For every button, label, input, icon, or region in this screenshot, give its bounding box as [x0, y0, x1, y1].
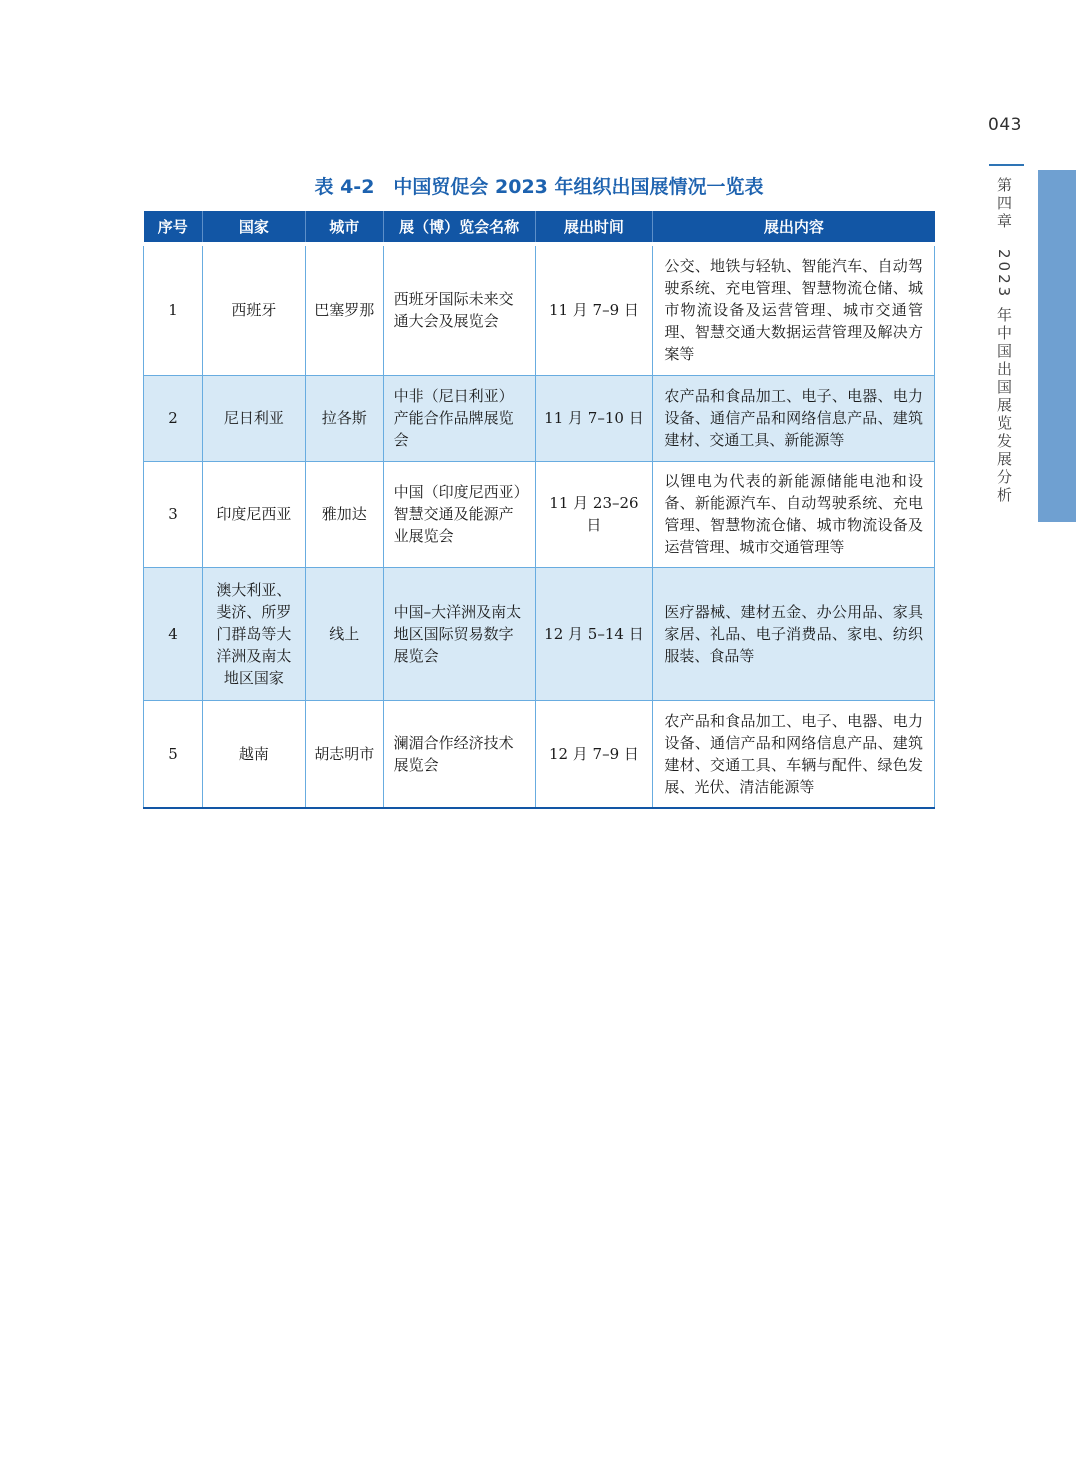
cell-city: 拉各斯	[305, 375, 383, 461]
table-header-row	[144, 211, 935, 244]
cell-city: 雅加达	[305, 461, 383, 567]
cell-time: 11 月 7–9 日	[535, 244, 653, 375]
table-row	[144, 461, 935, 567]
cell-content: 医疗器械、建材五金、办公用品、家具家居、礼品、电子消费品、家电、纺织服装、食品等	[653, 567, 935, 700]
column-header-city: 城市	[305, 211, 383, 244]
table-row	[144, 244, 935, 375]
cell-no: 1	[144, 244, 203, 375]
table-row	[144, 567, 935, 700]
column-header-name: 展（博）览会名称	[383, 211, 535, 244]
column-header-time: 展出时间	[535, 211, 653, 244]
cell-exhibition-name: 澜湄合作经济技术展览会	[383, 700, 535, 808]
table-row	[144, 700, 935, 808]
cell-no: 4	[144, 567, 203, 700]
cell-content: 农产品和食品加工、电子、电器、电力设备、通信产品和网络信息产品、建筑建材、交通工具、车辆与配件、绿色发展、光伏、清洁能源等	[653, 700, 935, 808]
column-header-no: 序号	[144, 211, 203, 244]
page-number: 043	[988, 115, 1022, 135]
cell-city: 线上	[305, 567, 383, 700]
table-title: 表 4-2 中国贸促会 2023 年组织出国展情况一览表	[314, 176, 764, 198]
chapter-divider-line	[989, 164, 1024, 166]
cell-exhibition-name: 西班牙国际未来交通大会及展览会	[383, 244, 535, 375]
cell-exhibition-name: 中国（印度尼西亚）智慧交通及能源产业展览会	[383, 461, 535, 567]
cell-content: 公交、地铁与轻轨、智能汽车、自动驾驶系统、充电管理、智慧物流仓储、城市物流设备及运营管理、城市交通管理、智慧交通大数据运营管理及解决方案等	[653, 244, 935, 375]
exhibitions-table	[143, 211, 935, 809]
cell-time: 12 月 5–14 日	[535, 567, 653, 700]
cell-no: 2	[144, 375, 203, 461]
cell-city: 巴塞罗那	[305, 244, 383, 375]
cell-country: 西班牙	[202, 244, 305, 375]
cell-content: 以锂电为代表的新能源储能电池和设备、新能源汽车、自动驾驶系统、充电管理、智慧物流仓储、城市物流设备及运营管理、城市交通管理等	[653, 461, 935, 567]
cell-country: 越南	[202, 700, 305, 808]
cell-city: 胡志明市	[305, 700, 383, 808]
cell-country: 澳大利亚、斐济、所罗门群岛等大洋洲及南太地区国家	[202, 567, 305, 700]
chapter-accent-bar	[1038, 170, 1076, 522]
cell-content: 农产品和食品加工、电子、电器、电力设备、通信产品和网络信息产品、建筑建材、交通工具、新能源等	[653, 375, 935, 461]
cell-country: 尼日利亚	[202, 375, 305, 461]
column-header-country: 国家	[202, 211, 305, 244]
table-row	[144, 375, 935, 461]
cell-no: 3	[144, 461, 203, 567]
chapter-title-vertical: 第四章 2023 年中国出国展览发展分析	[995, 177, 1013, 505]
cell-exhibition-name: 中国–大洋洲及南太地区国际贸易数字展览会	[383, 567, 535, 700]
column-header-content: 展出内容	[653, 211, 935, 244]
cell-time: 12 月 7–9 日	[535, 700, 653, 808]
table-body	[144, 244, 935, 808]
cell-country: 印度尼西亚	[202, 461, 305, 567]
cell-exhibition-name: 中非（尼日利亚）产能合作品牌展览会	[383, 375, 535, 461]
cell-time: 11 月 23–26 日	[535, 461, 653, 567]
cell-no: 5	[144, 700, 203, 808]
cell-time: 11 月 7–10 日	[535, 375, 653, 461]
